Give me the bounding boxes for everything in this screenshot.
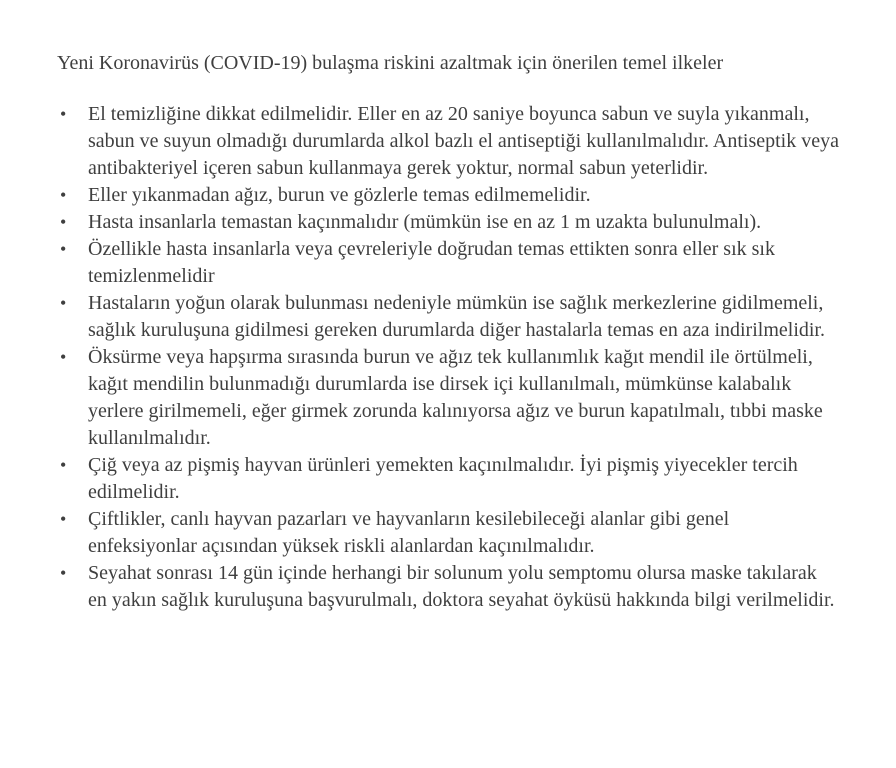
list-item: [57, 452, 840, 506]
bullet-icon: •: [60, 185, 67, 205]
list-item-text: Hastaların yoğun olarak bulunması nedeniyle mümkün ise sağlık merkezlerine gidilmemeli, sağlık kuruluşuna gidilmesi gereken durumlarda diğer hastalarla temas en aza indirilmelidir.: [88, 292, 825, 341]
bullet-icon: •: [60, 455, 67, 475]
list-item: [57, 344, 840, 452]
list-item: [57, 236, 840, 290]
list-item: [57, 182, 840, 209]
list-item-text: Hasta insanlarla temastan kaçınmalıdır (mümkün ise en az 1 m uzakta bulunulmalı).: [88, 211, 762, 233]
document-title: Yeni Koronavirüs (COVID-19) bulaşma riskini azaltmak için önerilen temel ilkeler: [57, 52, 724, 74]
list-item-text: Öksürme veya hapşırma sırasında burun ve ağız tek kullanımlık kağıt mendil ile örtülmeli, kağıt mendilin bulunmadığı durumlarda ise dirsek içi kullanılmalı, mümkünse kalabalık yerlere girilmemeli, eğer girmek zorunda kalınıyorsa ağız ve burun kapatılmalı, tıbbi maske kullanılmalıdır.: [88, 346, 823, 449]
bullet-icon: •: [60, 239, 67, 259]
list-item: [57, 101, 840, 182]
bullet-list: [57, 101, 840, 614]
list-item-text: El temizliğine dikkat edilmelidir. Eller en az 20 saniye boyunca sabun ve suyla yıkanmalı, sabun ve suyun olmadığı durumlarda alkol bazlı el antiseptiği kullanılmalıdır. Antiseptik veya antibakteriyel içeren sabun kullanmaya gerek yoktur, normal sabun yeterlidir.: [88, 103, 839, 179]
bullet-icon: •: [60, 347, 67, 367]
list-item: [57, 209, 840, 236]
list-item-text: Çiftlikler, canlı hayvan pazarları ve hayvanların kesilebileceği alanlar gibi genel enfeksiyonlar açısından yüksek riskli alanlardan kaçınılmalıdır.: [88, 508, 730, 557]
bullet-icon: •: [60, 509, 67, 529]
list-item-text: Çiğ veya az pişmiş hayvan ürünleri yemekten kaçınılmalıdır. İyi pişmiş yiyecekler tercih edilmelidir.: [88, 454, 798, 503]
list-item-text: Özellikle hasta insanlarla veya çevreleriyle doğrudan temas ettikten sonra eller sık sık temizlenmelidir: [88, 238, 775, 287]
bullet-icon: •: [60, 563, 67, 583]
list-item: [57, 290, 840, 344]
list-item: [57, 560, 840, 614]
bullet-icon: •: [60, 104, 67, 124]
bullet-icon: •: [60, 293, 67, 313]
list-item-text: Seyahat sonrası 14 gün içinde herhangi bir solunum yolu semptomu olursa maske takılarak en yakın sağlık kuruluşuna başvurulmalı, doktora seyahat öyküsü hakkında bilgi verilmelidir.: [88, 562, 835, 611]
list-item-text: Eller yıkanmadan ağız, burun ve gözlerle temas edilmemelidir.: [88, 184, 591, 206]
list-item: [57, 506, 840, 560]
bullet-icon: •: [60, 212, 67, 232]
